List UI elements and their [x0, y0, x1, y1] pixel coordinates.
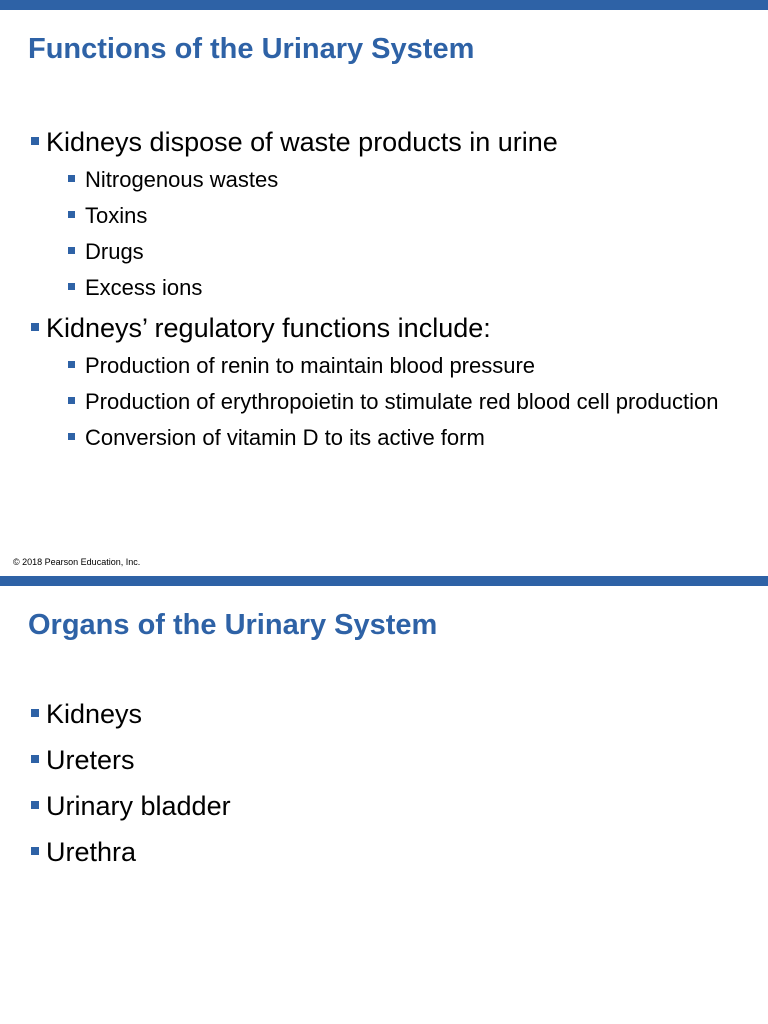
bullet-item	[28, 834, 748, 870]
sub-bullet-item	[66, 422, 748, 453]
square-bullet-icon	[68, 361, 75, 368]
square-bullet-icon	[31, 755, 39, 763]
sub-bullet-item	[66, 272, 748, 303]
sub-bullet-text: Conversion of vitamin D to its active form	[85, 425, 485, 450]
bullet-text: Kidneys’ regulatory functions include:	[46, 313, 491, 343]
sub-bullet-item	[66, 350, 748, 381]
square-bullet-icon	[68, 247, 75, 254]
slide-title: Functions of the Urinary System	[28, 33, 475, 65]
bullet-text: Urinary bladder	[46, 791, 231, 821]
sub-bullet-text: Drugs	[85, 239, 144, 264]
sub-bullet-item	[66, 200, 748, 231]
sub-bullet-list	[28, 164, 748, 303]
sub-bullet-item	[66, 386, 748, 417]
square-bullet-icon	[68, 211, 75, 218]
bullet-text: Ureters	[46, 745, 135, 775]
slide-top-bar	[0, 576, 768, 586]
sub-bullet-list	[28, 350, 748, 453]
square-bullet-icon	[68, 433, 75, 440]
bullet-item	[28, 310, 748, 346]
square-bullet-icon	[68, 397, 75, 404]
square-bullet-icon	[68, 283, 75, 290]
square-bullet-icon	[31, 801, 39, 809]
bullet-text: Kidneys dispose of waste products in urine	[46, 127, 558, 157]
square-bullet-icon	[31, 137, 39, 145]
square-bullet-icon	[68, 175, 75, 182]
sub-bullet-text: Excess ions	[85, 275, 203, 300]
sub-bullet-item	[66, 164, 748, 195]
slide-top-bar	[0, 0, 768, 10]
sub-bullet-text: Production of erythropoietin to stimulate red blood cell production	[85, 389, 719, 414]
square-bullet-icon	[31, 847, 39, 855]
bullet-item	[28, 742, 748, 778]
bullet-item	[28, 788, 748, 824]
bullet-text: Kidneys	[46, 699, 143, 729]
sub-bullet-text: Production of renin to maintain blood pressure	[85, 353, 536, 378]
sub-bullet-text: Toxins	[85, 203, 148, 228]
sub-bullet-item	[66, 236, 748, 267]
square-bullet-icon	[31, 323, 39, 331]
square-bullet-icon	[31, 709, 39, 717]
slide-organs	[0, 576, 768, 1024]
bullet-list	[28, 696, 748, 880]
sub-bullet-text: Nitrogenous wastes	[85, 167, 279, 192]
copyright-footer: © 2018 Pearson Education, Inc.	[13, 557, 141, 567]
bullet-list	[28, 124, 748, 460]
bullet-item	[28, 696, 748, 732]
bullet-item	[28, 124, 748, 160]
bullet-text: Urethra	[46, 837, 137, 867]
slide-title: Organs of the Urinary System	[28, 609, 438, 641]
